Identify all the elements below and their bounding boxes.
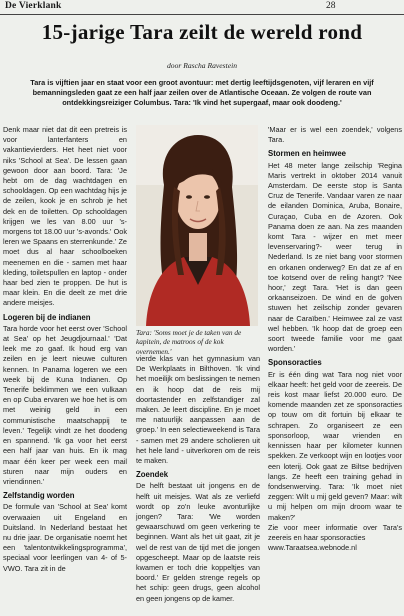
column-2 bbox=[136, 354, 260, 604]
col3-paragraph-3: Er is één ding wat Tara nog niet voor elkaar heeft: het geld voor de zeereis. De reis kost maar liefst 20.000 euro. De komende maanden zet ze sponsoracties op touw om dit fortuin bij elkaar te schrapen. Zo organiseert ze een sponsorloop, waar vrienden en kennissen haar per kilometer kunnen spekken. Ze verkoopt wijn en lootjes voor een loterij. Ook gaat ze Biltse bedrijven langs. Ze heeft een training gehad in fondsenwerving. Tara: 'Ik moet niet zeggen: Wilt u mij geld geven? Maar: wilt u mij helpen om mijn droom waar te maken?' bbox=[268, 369, 402, 522]
col3-paragraph-2: Het 48 meter lange zeilschip 'Regina Maris vertrekt in oktober 2014 vanuit Amsterdam. De eerste stop is Santa Cruz de Tenerife. Vandaar varen ze naar de eilanden Dominica, Aruba, Bonaire, Curaçao, Cuba en de Azoren. Ook Panama doen ze aan. Na zes maanden komt Tara - wijzer en met meer levenservaring?- weer terug in Nederland. Is ze niet bang voor stormen en orkanen onderweg? En dat ze af en toe kotsend over de reling hangt? 'Nee hoor,' zegt Tara. 'Het is dan geen orkaanseizoen. De wind en de golven stuwen het zeilschip zonder gevaren naar de Caraïben.' Heimwee zal ze vast wel hebben. 'Ik hoop dat de groep een soort tweede familie voor me gaat worden.' bbox=[268, 160, 402, 354]
col1-paragraph-1: Denk maar niet dat dit een pretreis is voor lanterfanters en vakantievierders. Het heet niet voor niks 'School at Sea'. De lessen gaan gewoon door aan boord. Tara: 'Je hebt om de dag wachtdagen en schooldagen. Op een wachtdag hijs je de zeilen, kook je en schrob je het dek en de toiletten. Op schooldagen krijgen we les van 8.00 uur 's-morgens tot 18.00 uur 's-avonds.' Ook leren we Spaans en sterrenkunde.' Ze moet dus al haar schoolboeken meenemen en die - samen met haar kleding, toiletspullen en laptop - onder haar bed zien te proppen. De hut is maar klein. En die deelt ze met drie andere meisjes. bbox=[3, 125, 127, 308]
col3-paragraph-1: 'Maar er is wel een zoendek,' volgens Tara. bbox=[268, 125, 402, 145]
col2-paragraph-1: vierde klas van het gymnasium van De Werkplaats in Bilthoven. 'Ik vind het moeilijk om beslissingen te nemen en ik hoop dat de reis mij doortastender en zelfstandiger zal maken. Je leert discipline. En je moet me natuurlijk aanpassen aan de groep.' In een selectieweekend is Tara - samen met 29 andere scholieren uit het hele land - uitverkoren om de reis te maken. bbox=[136, 354, 260, 466]
website-link[interactable]: www.Taraatsea.webnode.nl bbox=[268, 543, 357, 553]
col3-paragraph-4: Zie voor meer informatie over Tara's zeereis en haar sponsoracties bbox=[268, 522, 402, 542]
portrait-photo bbox=[136, 125, 258, 326]
intro-lead: Tara is vijftien jaar en staat voor een groot avontuur: met dertig leeftijdsgenoten, vijf leraren en vijf bemanningsleden gaat ze een half jaar zeilen over de Atlantische Oceaan. Ze volgen de route van ontdekkingsreiziger Columbus. Tara: 'Ik vind het supergaaf, maar ook doodeng.' bbox=[30, 78, 374, 108]
page-number: 28 bbox=[326, 1, 336, 11]
photo-caption: Tara: 'Soms moet je de taken van de kapitein, de matroos of de kok overnemen.' bbox=[136, 328, 242, 356]
portrait-image bbox=[136, 125, 258, 326]
subheading-zelfstandig: Zelfstandig worden bbox=[3, 491, 75, 501]
subheading-zoendek: Zoendek bbox=[136, 470, 169, 480]
subheading-sponsoracties: Sponsoracties bbox=[268, 358, 322, 368]
col1-paragraph-2: Tara horde voor het eerst over 'School at Sea' op het Jeugdjournaal.' 'Dat leek me zo gaaf. Ik houd erg van zeilen en je leert nieuwe culturen kennen. In Panama logeren we een week bij de Kuna Indianen. Op Tenerife beklimmen we een vulkaan en op Cuba ervaren we hoe het is om met weinig geld in een communistische maatschappij te leven.' Tegelijk vindt ze het doodeng en spannend. 'Ik ga voor het eerst een half jaar van huis. En ik mag maar één keer per week een mail sturen naar mijn ouders en vriendinnen.' bbox=[3, 323, 127, 486]
column-1 bbox=[3, 125, 127, 574]
col2-paragraph-2: De helft bestaat uit jongens en de helft uit meisjes. Wat als ze verliefd wordt op zo'n leuke avonturlijke jongen? Tara: 'We worden gewaarschuwd om geen verkering te beginnen. Want als het uit gaat, zit je wel de rest van de tijd met die jongen opgescheept. Maar op de laatste reis kwamen er toch drie koppeltjes van boord.' Er gelden strenge regels op het schip: geen drugs, geen alcohol en geen jongens op de kamer. bbox=[136, 481, 260, 603]
publication-name: De Vierklank bbox=[5, 1, 62, 11]
headline: 15-jarige Tara zeilt de wereld rond bbox=[41, 20, 363, 44]
masthead bbox=[0, 0, 404, 14]
byline: door Rascha Ravestein bbox=[166, 61, 238, 70]
masthead-rule bbox=[0, 14, 404, 15]
subheading-stormen: Stormen en heimwee bbox=[268, 149, 346, 159]
column-3 bbox=[268, 125, 402, 553]
subheading-logeren: Logeren bij de indianen bbox=[3, 312, 91, 322]
col1-paragraph-3: De formule van 'School at Sea' komt overwaaien uit Engeland en Duitsland. In Nederland bestaat het nu drie jaar. De organisatie noemt het een 'talentontwikkelingsprogramma', speciaal voor leerlingen van 4- of 5-VWO. Tara zit in de bbox=[3, 502, 127, 573]
